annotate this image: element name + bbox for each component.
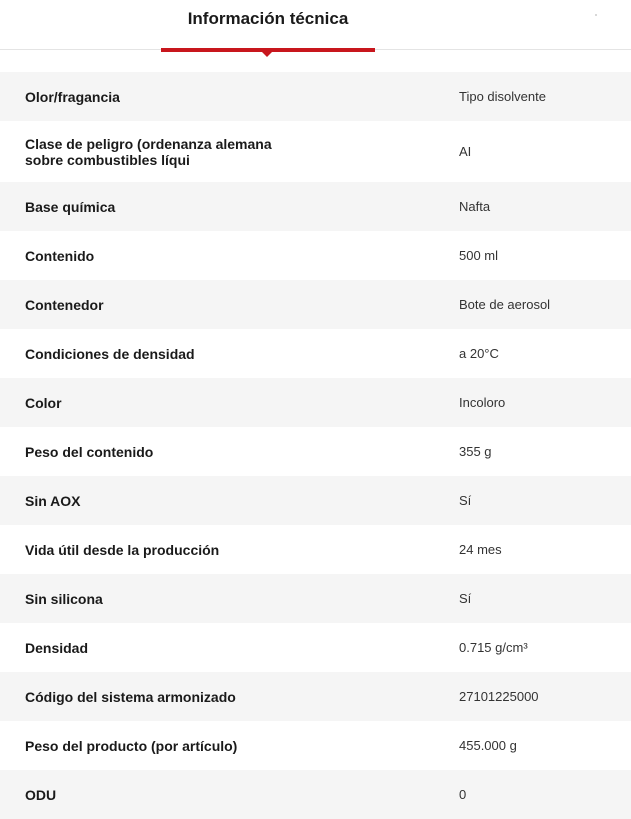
spec-label: ODU (25, 786, 57, 803)
tab-bar (0, 0, 631, 50)
spec-label: Peso del producto (por artículo) (25, 737, 238, 754)
spec-value: Sí (459, 591, 472, 606)
caret-down-icon (261, 51, 273, 57)
table-row (0, 72, 631, 121)
technical-info-table (0, 72, 631, 819)
spec-value: 24 mes (459, 542, 502, 557)
table-row (0, 231, 631, 280)
tab-informacion-tecnica[interactable] (161, 0, 375, 49)
spec-value: Nafta (459, 199, 491, 214)
spec-label: Condiciones de densidad (25, 345, 195, 362)
spec-value: 0 (459, 787, 467, 802)
spec-value: 500 ml (459, 248, 499, 263)
spec-label: Base química (25, 198, 116, 215)
spec-value: 355 g (459, 444, 492, 459)
table-row (0, 182, 631, 231)
table-row (0, 623, 631, 672)
spec-value: 0.715 g/cm³ (459, 640, 528, 655)
tab-label: Información técnica (187, 9, 349, 28)
spec-value: a 20°C (459, 346, 499, 361)
spec-value: Incoloro (459, 395, 506, 410)
spec-label: Olor/fragancia (25, 88, 120, 105)
table-row (0, 476, 631, 525)
decorative-dot (595, 14, 597, 16)
spec-value: 27101225000 (459, 689, 539, 704)
spec-label: Sin silicona (25, 590, 103, 607)
spec-label: Contenedor (25, 296, 104, 313)
table-row (0, 721, 631, 770)
table-row (0, 770, 631, 819)
spec-label: Peso del contenido (25, 443, 154, 460)
table-row (0, 672, 631, 721)
spec-label: Contenido (25, 247, 95, 264)
table-row (0, 574, 631, 623)
spec-label: Densidad (25, 639, 89, 656)
spec-label: Color (25, 394, 62, 411)
spec-value: 455.000 g (459, 738, 517, 753)
table-row (0, 525, 631, 574)
table-row (0, 329, 631, 378)
table-row (0, 280, 631, 329)
spec-label: Clase de peligro (ordenanza alemana sobre combustibles líqui (25, 135, 272, 168)
table-row (0, 121, 631, 182)
spec-value: AI (459, 144, 472, 159)
spec-value: Bote de aerosol (459, 297, 551, 312)
spec-label: Código del sistema armonizado (25, 688, 236, 705)
active-tab-indicator (161, 48, 375, 52)
spec-label: Sin AOX (25, 492, 81, 509)
spec-label: Vida útil desde la producción (25, 541, 220, 558)
table-row (0, 427, 631, 476)
spec-value: Sí (459, 493, 472, 508)
table-row (0, 378, 631, 427)
spec-value: Tipo disolvente (459, 89, 546, 104)
